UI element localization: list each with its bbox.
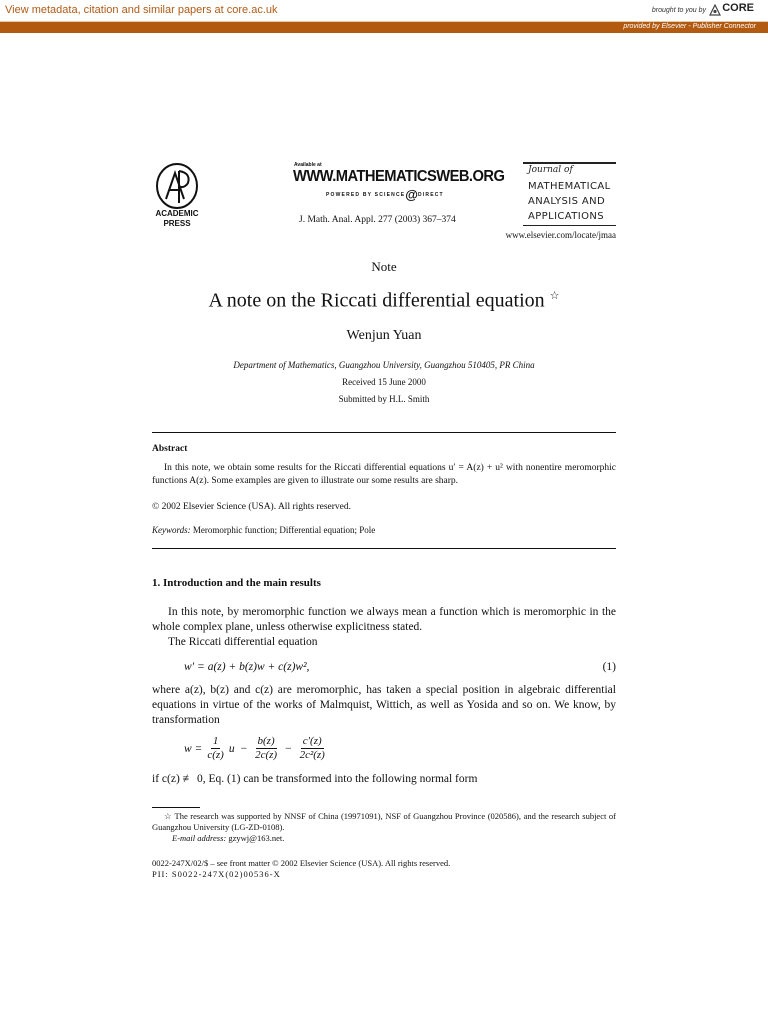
eq2-operator-1: −	[240, 742, 248, 755]
front-matter-copyright: 0022-247X/02/$ – see front matter © 2002 Elsevier Science (USA). All rights reserved.	[152, 858, 451, 868]
email-address[interactable]: gzywj@163.net.	[228, 833, 285, 843]
equation-1-number: (1)	[602, 661, 616, 673]
footnote-rule	[152, 807, 200, 808]
eq2-f2-numerator: b(z)	[257, 735, 275, 747]
abstract-copyright: © 2002 Elsevier Science (USA). All rights reserved.	[152, 502, 352, 512]
footnote-text: The research was supported by NNSF of China (19971091), NSF of Guangzhou Province (020586), and the research subject of Guangzhou University (LG-ZD-0108).	[152, 811, 616, 832]
publisher-name-line2: PRESS	[163, 219, 191, 228]
author-name: Wenjun Yuan	[346, 328, 422, 343]
footnote-email	[152, 833, 616, 844]
eq2-f3-denominator: 2c²(z)	[299, 749, 325, 761]
keywords-label: Keywords:	[152, 525, 191, 535]
paragraph-malmquist: where a(z), b(z) and c(z) are meromorphic, has taken a special position in algebraic differential equations in virtue of the works of Malmquist, Wittich, as well as Yosida and so on. We know, by transformation	[152, 684, 616, 726]
academic-press-logo-icon	[152, 161, 202, 211]
journal-title-line3: APPLICATIONS	[528, 211, 605, 222]
eq2-fraction-3	[298, 735, 327, 762]
author-affiliation: Department of Mathematics, Guangzhou University, Guangzhou 510405, PR China	[233, 360, 535, 370]
core-logo-icon	[709, 4, 721, 16]
intro-paragraph	[152, 605, 616, 650]
core-logo[interactable]: CORE	[722, 2, 754, 14]
front-matter	[152, 858, 450, 880]
powered-by-right: DIRECT	[417, 191, 444, 198]
section-heading: 1. Introduction and the main results	[152, 577, 321, 589]
paragraph-normal-form: if c(z) ≢ 0, Eq. (1) can be transformed into the following normal form	[152, 773, 478, 785]
equation-1: w′ = a(z) + b(z)w + c(z)w²,	[184, 661, 310, 673]
pii-identifier: PII: S0022-247X(02)00536-X	[152, 869, 281, 879]
journal-rule-top	[523, 162, 616, 164]
journal-url[interactable]: www.elsevier.com/locate/jmaa	[505, 230, 616, 240]
intro-paragraph-2: The Riccati differential equation	[168, 636, 318, 648]
eq2-f3-numerator: c′(z)	[302, 735, 322, 747]
publisher-name-line1: ACADEMIC	[155, 209, 199, 218]
available-at-label: Available at	[294, 162, 322, 168]
intro-paragraph-1: In this note, by meromorphic function we always mean a function which is meromorphic in the whole complex plane, unless otherwise explicitness stated.	[152, 606, 616, 633]
journal-title-line1: MATHEMATICAL	[528, 181, 611, 192]
abstract-text: In this note, we obtain some results for the Riccati differential equations u′ = A(z) + u² with nonentire meromorphic functions A(z). Some examples are given to illustrate our some results are sharp.	[152, 463, 616, 486]
eq2-operator-2: −	[285, 742, 292, 755]
submitted-by: Submitted by H.L. Smith	[338, 394, 430, 404]
journal-title-line2: ANALYSIS AND	[528, 196, 606, 207]
keywords-list: Meromorphic function; Differential equation; Pole	[192, 525, 376, 535]
eq2-f1-denominator: c(z)	[207, 749, 224, 761]
journal-rule-bottom	[523, 225, 616, 226]
title-footnote-mark[interactable]: ☆	[549, 290, 560, 302]
eq2-variable: u	[228, 742, 235, 755]
powered-by-left: POWERED BY SCIENCE	[326, 191, 406, 198]
core-metadata-link[interactable]: View metadata, citation and similar papers at core.ac.uk	[5, 4, 278, 16]
paper-title-text: A note on the Riccati differential equation	[208, 289, 545, 312]
eq2-f2-denominator: 2c(z)	[255, 749, 278, 761]
powered-by-sciencedirect	[326, 187, 444, 202]
received-date: Received 15 June 2000	[342, 377, 426, 387]
core-banner	[0, 0, 768, 22]
brought-by-text: brought to you by	[651, 7, 706, 14]
abstract-rule-bottom	[152, 548, 616, 549]
article-type-label: Note	[371, 259, 397, 274]
abstract-body	[152, 462, 616, 488]
mathematicsweb-logo: WWW.MATHEMATICSWEB.ORG	[293, 168, 505, 185]
footnote	[152, 811, 616, 844]
eq2-fraction-1	[205, 735, 226, 762]
footnote-mark: ☆	[164, 811, 173, 821]
abstract-rule-top	[152, 432, 616, 433]
footnote-funding	[152, 811, 616, 833]
journal-of-label: Journal of	[528, 165, 573, 175]
eq2-fraction-2	[253, 735, 279, 762]
eq2-f1-numerator: 1	[212, 735, 219, 747]
eq2-lhs: w =	[184, 742, 203, 755]
paper-title	[0, 289, 768, 313]
journal-title	[528, 179, 611, 224]
equation-transformation	[184, 735, 327, 762]
sciencedirect-at-icon: @	[405, 187, 418, 202]
publisher-name	[148, 209, 206, 229]
email-label: E-mail address:	[172, 833, 227, 843]
keywords	[152, 525, 375, 535]
journal-citation: J. Math. Anal. Appl. 277 (2003) 367–374	[299, 215, 456, 225]
provided-by-text[interactable]: provided by Elsevier - Publisher Connector	[623, 23, 756, 30]
abstract-heading: Abstract	[152, 444, 188, 454]
